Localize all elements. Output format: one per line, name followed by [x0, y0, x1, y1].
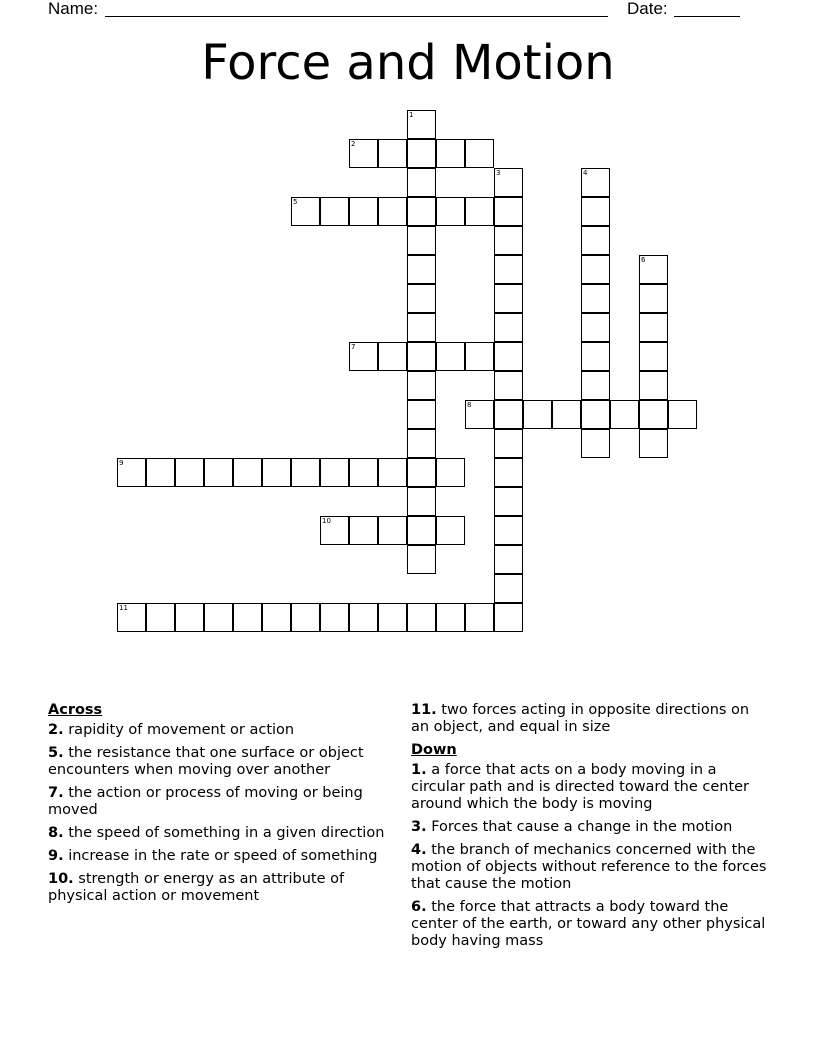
clue-number: 1.: [411, 762, 427, 778]
grid-cell[interactable]: [436, 516, 465, 545]
grid-cell[interactable]: [465, 197, 494, 226]
clue-text: the branch of mechanics concerned with the motion of objects without reference to the forces that cause the motion: [411, 842, 767, 892]
grid-cell[interactable]: [407, 139, 436, 168]
date-label: Date:: [627, 0, 668, 18]
grid-cell[interactable]: [407, 371, 436, 400]
clue-down-4: [411, 842, 771, 893]
grid-cell[interactable]: [494, 487, 523, 516]
clue-down-1: [411, 762, 771, 813]
grid-cell[interactable]: [320, 458, 349, 487]
grid-cell[interactable]: [581, 429, 610, 458]
cell-number: 9: [119, 459, 124, 467]
grid-cell[interactable]: [494, 168, 523, 197]
cell-number: 2: [351, 140, 356, 148]
grid-cell[interactable]: [349, 342, 378, 371]
clue-number: 11.: [411, 702, 437, 718]
grid-cell[interactable]: [320, 603, 349, 632]
clue-across-10: [48, 871, 398, 905]
name-label: Name:: [48, 0, 99, 18]
clue-across-8: [48, 825, 398, 842]
grid-cell[interactable]: [175, 603, 204, 632]
grid-cell[interactable]: [407, 313, 436, 342]
grid-cell[interactable]: [639, 255, 668, 284]
clue-across-9: [48, 848, 398, 865]
grid-cell[interactable]: [233, 603, 262, 632]
clues-right-column: [411, 702, 771, 956]
grid-cell[interactable]: [581, 400, 610, 429]
grid-cell[interactable]: [146, 603, 175, 632]
grid-cell[interactable]: [494, 255, 523, 284]
grid-cell[interactable]: [349, 458, 378, 487]
cell-number: 8: [467, 401, 472, 409]
clues-left-column: [48, 702, 398, 911]
clue-number: 4.: [411, 842, 427, 858]
grid-cell[interactable]: [639, 429, 668, 458]
grid-cell[interactable]: [233, 458, 262, 487]
grid-cell[interactable]: [407, 603, 436, 632]
grid-cell[interactable]: [407, 110, 436, 139]
grid-cell[interactable]: [465, 342, 494, 371]
grid-cell[interactable]: [494, 458, 523, 487]
grid-cell[interactable]: [407, 429, 436, 458]
clue-text: the speed of something in a given direction: [68, 825, 385, 841]
grid-cell[interactable]: [494, 342, 523, 371]
grid-cell[interactable]: [204, 458, 233, 487]
grid-cell[interactable]: [204, 603, 233, 632]
grid-cell[interactable]: [407, 342, 436, 371]
grid-cell[interactable]: [262, 603, 291, 632]
clue-text: Forces that cause a change in the motion: [431, 819, 733, 835]
grid-cell[interactable]: [117, 603, 146, 632]
grid-cell[interactable]: [581, 255, 610, 284]
grid-cell[interactable]: [291, 458, 320, 487]
grid-cell[interactable]: [639, 400, 668, 429]
grid-cell[interactable]: [407, 458, 436, 487]
grid-cell[interactable]: [581, 313, 610, 342]
clue-across-5: [48, 745, 398, 779]
clue-number: 5.: [48, 745, 64, 761]
page-title: Force and Motion: [201, 35, 615, 91]
grid-cell[interactable]: [407, 487, 436, 516]
grid-cell[interactable]: [378, 458, 407, 487]
clue-across-2: [48, 722, 398, 739]
grid-cell[interactable]: [407, 284, 436, 313]
grid-cell[interactable]: [581, 226, 610, 255]
grid-cell[interactable]: [349, 603, 378, 632]
grid-cell[interactable]: [494, 284, 523, 313]
grid-cell[interactable]: [378, 603, 407, 632]
down-heading: Down: [411, 742, 457, 758]
clue-number: 6.: [411, 899, 427, 915]
grid-cell[interactable]: [320, 516, 349, 545]
grid-cell[interactable]: [407, 168, 436, 197]
clue-number: 2.: [48, 722, 64, 738]
grid-cell[interactable]: [407, 545, 436, 574]
cell-number: 6: [641, 256, 646, 264]
grid-cell[interactable]: [175, 458, 204, 487]
grid-cell[interactable]: [436, 139, 465, 168]
clue-text: two forces acting in opposite directions on an object, and equal in size: [411, 702, 750, 735]
grid-cell[interactable]: [610, 400, 639, 429]
cell-number: 3: [496, 169, 501, 177]
grid-cell[interactable]: [494, 574, 523, 603]
clue-text: strength or energy as an attribute of physical action or movement: [48, 871, 345, 904]
grid-cell[interactable]: [378, 139, 407, 168]
clue-across-11: [411, 702, 771, 736]
grid-cell[interactable]: [378, 342, 407, 371]
grid-cell[interactable]: [465, 603, 494, 632]
grid-cell[interactable]: [436, 197, 465, 226]
grid-cell[interactable]: [465, 139, 494, 168]
clue-text: rapidity of movement or action: [68, 722, 295, 738]
grid-cell[interactable]: [581, 168, 610, 197]
grid-cell[interactable]: [291, 603, 320, 632]
grid-cell[interactable]: [494, 516, 523, 545]
across-heading: Across: [48, 702, 103, 718]
grid-cell[interactable]: [349, 516, 378, 545]
clue-text: the resistance that one surface or object encounters when moving over another: [48, 745, 364, 778]
grid-cell[interactable]: [407, 197, 436, 226]
grid-cell[interactable]: [407, 400, 436, 429]
cell-number: 11: [119, 604, 128, 612]
clue-number: 8.: [48, 825, 64, 841]
grid-cell[interactable]: [523, 400, 552, 429]
grid-cell[interactable]: [262, 458, 291, 487]
grid-cell[interactable]: [581, 371, 610, 400]
grid-cell[interactable]: [494, 400, 523, 429]
grid-cell[interactable]: [668, 400, 697, 429]
clue-across-7: [48, 785, 398, 819]
grid-cell[interactable]: [146, 458, 175, 487]
cell-number: 1: [409, 111, 414, 119]
grid-cell[interactable]: [494, 226, 523, 255]
clue-number: 9.: [48, 848, 64, 864]
grid-cell[interactable]: [349, 197, 378, 226]
grid-cell[interactable]: [494, 197, 523, 226]
clue-number: 7.: [48, 785, 64, 801]
grid-cell[interactable]: [581, 342, 610, 371]
grid-cell[interactable]: [117, 458, 146, 487]
grid-cell[interactable]: [378, 516, 407, 545]
clue-down-6: [411, 899, 771, 950]
grid-cell[interactable]: [494, 429, 523, 458]
cell-number: 10: [322, 517, 331, 525]
grid-cell[interactable]: [349, 139, 378, 168]
grid-cell[interactable]: [436, 342, 465, 371]
clue-text: the action or process of moving or being moved: [48, 785, 363, 818]
grid-cell[interactable]: [378, 197, 407, 226]
clue-down-3: [411, 819, 771, 836]
grid-cell[interactable]: [407, 255, 436, 284]
grid-cell[interactable]: [494, 545, 523, 574]
grid-cell[interactable]: [639, 342, 668, 371]
grid-cell[interactable]: [465, 400, 494, 429]
grid-cell[interactable]: [639, 313, 668, 342]
grid-cell[interactable]: [291, 197, 320, 226]
grid-cell[interactable]: [494, 603, 523, 632]
grid-cell[interactable]: [320, 197, 349, 226]
grid-cell[interactable]: [552, 400, 581, 429]
clue-number: 10.: [48, 871, 74, 887]
grid-cell[interactable]: [494, 313, 523, 342]
grid-cell[interactable]: [436, 458, 465, 487]
grid-cell[interactable]: [407, 226, 436, 255]
cell-number: 4: [583, 169, 588, 177]
grid-cell[interactable]: [581, 197, 610, 226]
grid-cell[interactable]: [639, 371, 668, 400]
grid-cell[interactable]: [494, 371, 523, 400]
cell-number: 5: [293, 198, 298, 206]
grid-cell[interactable]: [407, 516, 436, 545]
clue-text: increase in the rate or speed of something: [68, 848, 378, 864]
grid-cell[interactable]: [581, 284, 610, 313]
clue-text: a force that acts on a body moving in a circular path and is directed toward the center around which the body is moving: [411, 762, 750, 812]
clue-text: the force that attracts a body toward the center of the earth, or toward any other physical body having mass: [411, 899, 766, 949]
grid-cell[interactable]: [436, 603, 465, 632]
grid-cell[interactable]: [639, 284, 668, 313]
clue-number: 3.: [411, 819, 427, 835]
cell-number: 7: [351, 343, 356, 351]
